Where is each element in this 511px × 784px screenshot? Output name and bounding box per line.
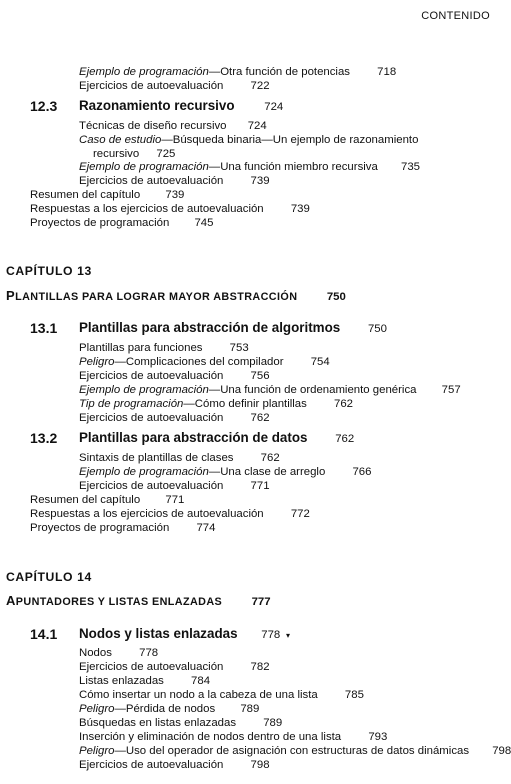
page-number: 785 xyxy=(344,689,364,701)
section-title xyxy=(79,626,290,644)
toc-entry xyxy=(79,730,387,744)
page-number: 725 xyxy=(156,148,176,160)
entry-prefix: Ejemplo de programación xyxy=(79,466,209,478)
running-header: CONTENIDO xyxy=(421,10,490,22)
page-number: 722 xyxy=(250,80,270,92)
entry-text: Inserción y eliminación de nodos dentro de una lista xyxy=(79,731,342,743)
chapter-title-text: PUNTADORES Y LISTAS ENLAZADAS xyxy=(15,596,223,608)
page-number: 771 xyxy=(165,494,185,506)
page-number: 762 xyxy=(260,452,280,464)
entry-text: Respuestas a los ejercicios de autoevaluación xyxy=(30,508,264,520)
entry-text: —Cómo definir plantillas xyxy=(183,398,307,410)
page-number: 718 xyxy=(377,66,397,78)
page-number: 762 xyxy=(335,433,355,445)
caret-mark: ▾ xyxy=(286,631,291,640)
page-number: 762 xyxy=(250,412,270,424)
chapter-title xyxy=(6,594,271,609)
section-number: 12.3 xyxy=(30,98,58,114)
toc-entry xyxy=(30,216,213,230)
page-number: 784 xyxy=(191,675,211,687)
entry-text: Sintaxis de plantillas de clases xyxy=(79,452,234,464)
section-number: 14.1 xyxy=(30,626,58,642)
toc-entry xyxy=(79,383,461,397)
toc-entry xyxy=(79,479,270,493)
toc-entry xyxy=(79,79,270,93)
section-title-text: Razonamiento recursivo xyxy=(79,98,235,113)
page-number: 766 xyxy=(352,466,372,478)
toc-entry xyxy=(79,660,270,674)
toc-entry xyxy=(79,674,210,688)
page-number: 777 xyxy=(251,596,271,608)
entry-text: Proyectos de programación xyxy=(30,522,170,534)
toc-entry xyxy=(79,465,371,479)
entry-prefix: Ejemplo de programación xyxy=(79,384,209,396)
entry-text: —Una función miembro recursiva xyxy=(208,161,378,173)
toc-entry xyxy=(79,174,270,188)
section-title-text: Plantillas para abstracción de datos xyxy=(79,430,308,445)
entry-text: —Una función de ordenamiento genérica xyxy=(208,384,417,396)
entry-prefix: Tip de programación xyxy=(79,398,184,410)
entry-text: Respuestas a los ejercicios de autoevaluación xyxy=(30,203,264,215)
entry-text: Ejercicios de autoevaluación xyxy=(79,175,224,187)
toc-entry-continuation xyxy=(93,147,175,161)
chapter-label: CAPÍTULO 14 xyxy=(6,570,92,584)
entry-prefix: Ejemplo de programación xyxy=(79,66,209,78)
chapter-title-initial: P xyxy=(6,288,16,303)
chapter-label: CAPÍTULO 13 xyxy=(6,264,92,278)
entry-text: —Una clase de arreglo xyxy=(208,466,326,478)
section-title xyxy=(79,98,283,115)
entry-text: —Otra función de potencias xyxy=(208,66,350,78)
page-number: 778 xyxy=(261,629,281,641)
page-number: 789 xyxy=(263,717,283,729)
page-number: 771 xyxy=(250,480,270,492)
toc-entry xyxy=(79,369,270,383)
entry-text: —Complicaciones del compilador xyxy=(114,356,284,368)
toc-entry xyxy=(79,65,396,79)
toc-entry xyxy=(79,451,280,465)
entry-text: Cómo insertar un nodo a la cabeza de una lista xyxy=(79,689,318,701)
chapter-title-text: LANTILLAS PARA LOGRAR MAYOR ABSTRACCIÓN xyxy=(15,291,298,303)
toc-entry xyxy=(79,411,270,425)
toc-entry xyxy=(79,133,418,147)
toc-entry xyxy=(79,716,282,730)
entry-text: Resumen del capítulo xyxy=(30,189,141,201)
page-number: 798 xyxy=(250,759,270,771)
entry-text: Búsquedas en listas enlazadas xyxy=(79,717,237,729)
entry-text: Ejercicios de autoevaluación xyxy=(79,412,224,424)
page-number: 739 xyxy=(165,189,185,201)
entry-text: recursivo xyxy=(93,148,140,160)
page-number: 739 xyxy=(250,175,270,187)
entry-text: Ejercicios de autoevaluación xyxy=(79,370,224,382)
chapter-title xyxy=(6,289,346,304)
page-number: 754 xyxy=(310,356,330,368)
page-number: 735 xyxy=(401,161,421,173)
entry-text: Plantillas para funciones xyxy=(79,342,203,354)
entry-prefix: Ejemplo de programación xyxy=(79,161,209,173)
page-number: 739 xyxy=(290,203,310,215)
entry-prefix: Peligro xyxy=(79,745,115,757)
page-number: 724 xyxy=(264,101,284,113)
toc-entry xyxy=(79,702,259,716)
page-number: 757 xyxy=(441,384,461,396)
page-number: 750 xyxy=(367,323,387,335)
toc-entry xyxy=(79,341,249,355)
toc-entry xyxy=(30,493,184,507)
entry-text: Técnicas de diseño recursivo xyxy=(79,120,227,132)
entry-prefix: Peligro xyxy=(79,703,115,715)
entry-text: Proyectos de programación xyxy=(30,217,170,229)
page-number: 798 xyxy=(492,745,511,757)
entry-text: —Búsqueda binaria—Un ejemplo de razonamiento xyxy=(161,134,419,146)
entry-text: Listas enlazadas xyxy=(79,675,164,687)
section-title xyxy=(79,320,387,337)
toc-entry xyxy=(30,202,310,216)
page-number: 745 xyxy=(194,217,214,229)
page-number: 774 xyxy=(196,522,216,534)
page-number: 756 xyxy=(250,370,270,382)
page-number: 753 xyxy=(229,342,249,354)
section-title-text: Nodos y listas enlazadas xyxy=(79,626,238,641)
page-number: 793 xyxy=(368,731,388,743)
page-number: 724 xyxy=(247,120,267,132)
chapter-title-initial: A xyxy=(6,593,16,608)
toc-entry xyxy=(30,521,215,535)
toc-entry xyxy=(79,160,420,174)
entry-text: Resumen del capítulo xyxy=(30,494,141,506)
section-number: 13.2 xyxy=(30,430,58,446)
page-number: 750 xyxy=(326,291,346,303)
toc-entry xyxy=(30,507,310,521)
entry-text: —Uso del operador de asignación con estructuras de datos dinámicas xyxy=(114,745,470,757)
toc-entry xyxy=(79,119,267,133)
page-number: 772 xyxy=(290,508,310,520)
section-number: 13.1 xyxy=(30,320,58,336)
page-number: 762 xyxy=(334,398,354,410)
entry-prefix: Peligro xyxy=(79,356,115,368)
entry-prefix: Caso de estudio xyxy=(79,134,162,146)
toc-entry xyxy=(79,758,270,772)
toc-entry xyxy=(30,188,184,202)
entry-text: Nodos xyxy=(79,647,112,659)
toc-entry xyxy=(79,397,353,411)
page-number: 789 xyxy=(240,703,260,715)
entry-text: Ejercicios de autoevaluación xyxy=(79,80,224,92)
toc-entry xyxy=(79,688,364,702)
page-number: 778 xyxy=(139,647,159,659)
entry-text: Ejercicios de autoevaluación xyxy=(79,480,224,492)
section-title-text: Plantillas para abstracción de algoritmos xyxy=(79,320,341,335)
toc-entry xyxy=(79,646,158,660)
entry-text: Ejercicios de autoevaluación xyxy=(79,759,224,771)
entry-text: Ejercicios de autoevaluación xyxy=(79,661,224,673)
toc-entry xyxy=(79,355,330,369)
entry-text: —Pérdida de nodos xyxy=(114,703,216,715)
page-number: 782 xyxy=(250,661,270,673)
section-title xyxy=(79,430,354,447)
toc-entry xyxy=(79,744,511,758)
